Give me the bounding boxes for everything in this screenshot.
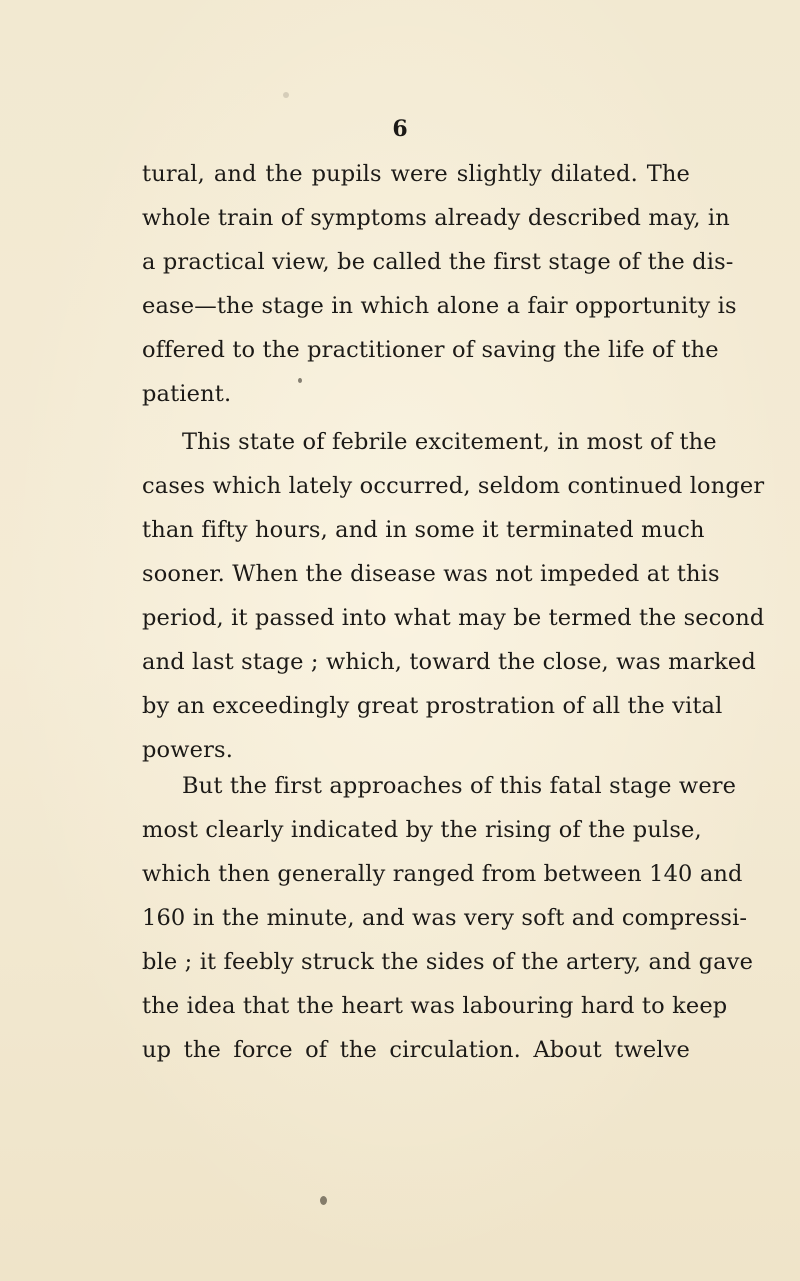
ink-speck [320,1196,327,1205]
text-line: powers. [142,737,234,763]
text-line: patient. [142,381,232,407]
text-line: ease—the stage in which alone a fair opportunity is [142,293,737,319]
text-line: cases which lately occurred, seldom continued longer [142,473,765,499]
text-line: and last stage ; which, toward the close, was marked [142,649,756,675]
text-line: up the force of the circulation. About twelve [142,1037,690,1063]
ink-speck [283,92,289,98]
paragraph-2 [142,420,765,772]
text-line: tural, and the pupils were slightly dilated. The [142,161,690,187]
text-line: the idea that the heart was labouring hard to keep [142,993,728,1019]
text-line: But the first approaches of this fatal stage were [182,773,737,799]
text-line: most clearly indicated by the rising of the pulse, [142,817,702,843]
text-line: ble ; it feebly struck the sides of the artery, and gave [142,949,754,975]
text-line: sooner. When the disease was not impeded at this [142,561,720,587]
text-line: than fifty hours, and in some it terminated much [142,517,705,543]
paragraph-3 [142,764,754,1072]
text-line: This state of febrile excitement, in most of the [182,429,717,455]
text-line: period, it passed into what may be termed the second [142,605,765,631]
text-line: offered to the practitioner of saving the life of the [142,337,719,363]
text-line: 160 in the minute, and was very soft and compressi- [142,905,748,931]
ink-speck [298,378,302,383]
page-number: 6 [392,116,408,142]
text-line: which then generally ranged from between 140 and [142,861,743,887]
text-line: whole train of symptoms already described may, in [142,205,730,231]
text-line: a practical view, be called the first stage of the dis- [142,249,734,275]
text-line: by an exceedingly great prostration of all the vital [142,693,723,719]
paragraph-1 [142,152,737,416]
